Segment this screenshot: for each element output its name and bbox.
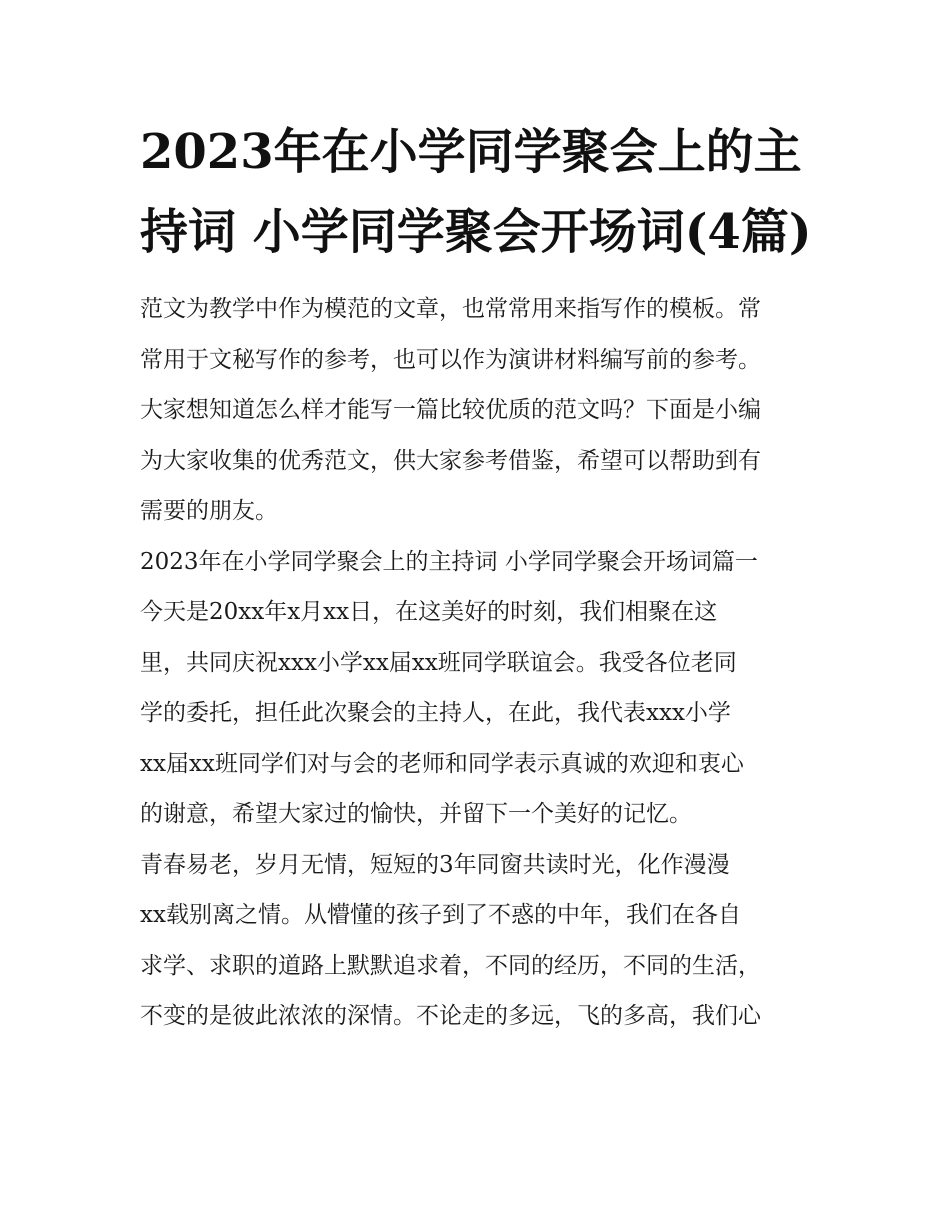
body-line: 学的委托，担任此次聚会的主持人，在此，我代表xxx小学	[140, 700, 731, 726]
body-line: 大家想知道怎么样才能写一篇比较优质的范文吗？下面是小编	[140, 397, 761, 423]
body-line: 青春易老，岁月无情，短短的3年同窗共读时光，化作漫漫	[140, 851, 730, 878]
body-line: 为大家收集的优秀范文，供大家参考借鉴，希望可以帮助到有	[140, 447, 761, 474]
body-line: xx载别离之情。从懵懂的孩子到了不惑的中年，我们在各自	[140, 902, 741, 928]
body-line: 里，共同庆祝xxx小学xx届xx班同学联谊会。我受各位老同	[140, 649, 737, 676]
body-line: 求学、求职的道路上默默追求着，不同的经历，不同的生活，	[140, 952, 761, 979]
section-heading-line: 2023年在小学同学聚会上的主持词 小学同学聚会开场词篇一	[140, 548, 758, 575]
body-line: 今天是20xx年x月xx日，在这美好的时刻，我们相聚在这	[140, 599, 718, 625]
body-line: 的谢意，希望大家过的愉快，并留下一个美好的记忆。	[140, 801, 692, 827]
body-line: 不变的是彼此浓浓的深情。不论走的多远，飞的多高，我们心	[140, 1003, 761, 1029]
body-line: 范文为教学中作为模范的文章，也常常用来指写作的模板。常	[140, 296, 761, 322]
body-line: xx届xx班同学们对与会的老师和同学表示真诚的欢迎和衷心	[140, 750, 744, 777]
body-line: 常用于文秘写作的参考，也可以作为演讲材料编写前的参考。	[140, 346, 761, 373]
document-body	[140, 284, 820, 1042]
document-title: 2023年在小学同学聚会上的主持词 小学同学聚会开场词(4篇)	[140, 124, 812, 260]
body-line: 需要的朋友。	[140, 498, 278, 524]
document-content	[140, 112, 820, 1042]
